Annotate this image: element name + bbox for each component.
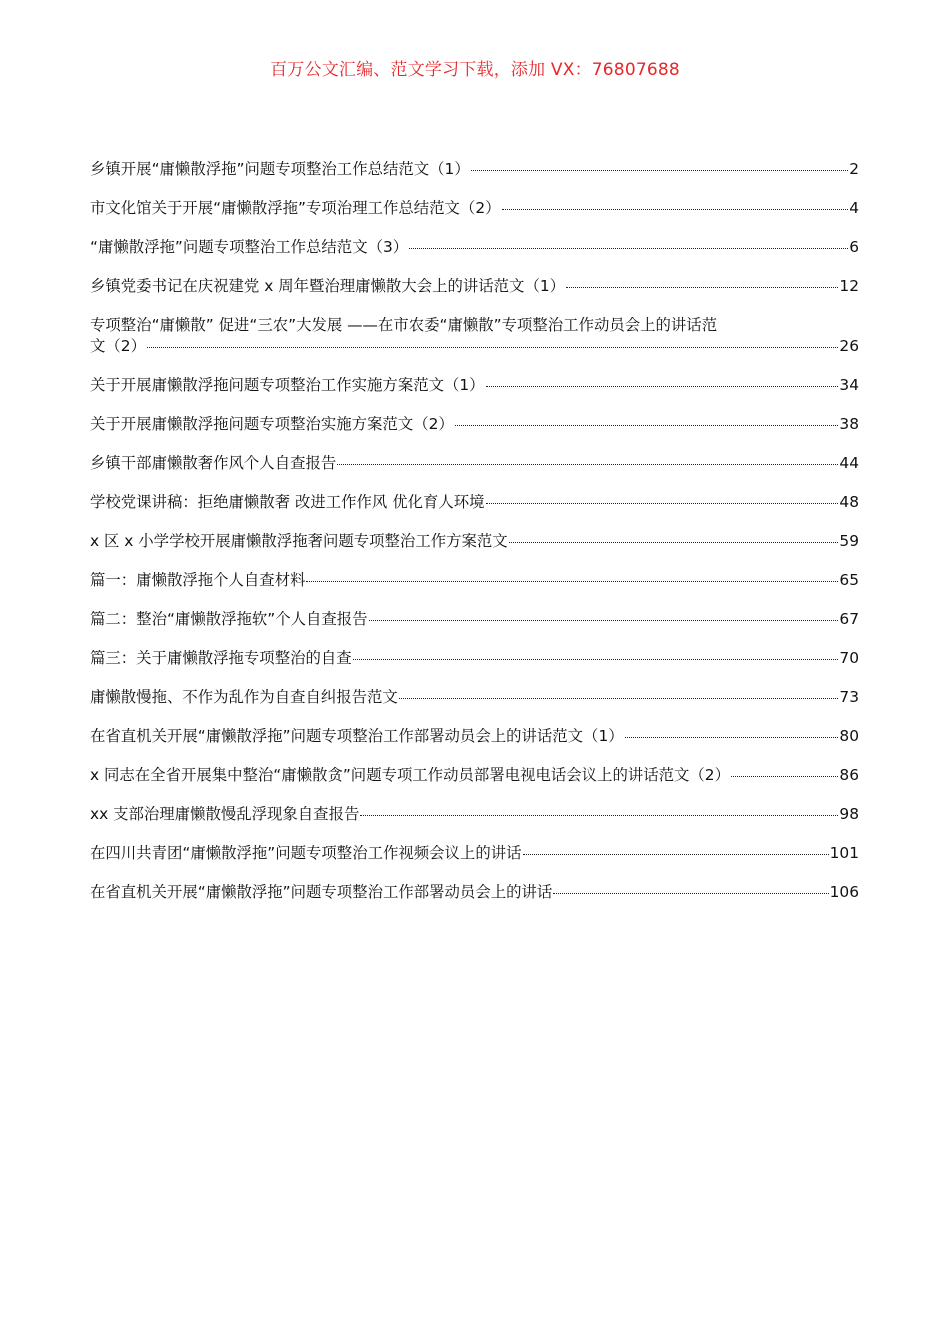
- toc-entry-16[interactable]: [90, 765, 859, 785]
- toc-entry-19[interactable]: [90, 882, 859, 902]
- toc-entry-10[interactable]: [90, 531, 859, 551]
- toc-dot-leader: [566, 287, 838, 288]
- toc-dot-leader: [455, 425, 839, 426]
- toc-dot-leader: [337, 464, 838, 465]
- toc-dot-leader: [502, 209, 849, 210]
- toc-dot-leader: [486, 386, 839, 387]
- toc-dot-leader: [147, 347, 838, 348]
- toc-entry-title: 乡镇开展“庸懒散浮拖”问题专项整治工作总结范文（1）: [90, 160, 470, 178]
- toc-entry-title: 市文化馆关于开展“庸懒散浮拖”专项治理工作总结范文（2）: [90, 199, 501, 217]
- toc-dot-leader: [360, 815, 838, 816]
- toc-entry-title: 篇二：整治“庸懒散浮拖软”个人自查报告: [90, 610, 368, 628]
- toc-entry-page: 34: [839, 376, 859, 394]
- toc-entry-3[interactable]: [90, 237, 859, 257]
- toc-dot-leader: [353, 659, 839, 660]
- toc-entry-title: 学校党课讲稿：拒绝庸懒散奢 改进工作作风 优化育人环境: [90, 493, 485, 511]
- toc-entry-title: xx 支部治理庸懒散慢乱浮现象自查报告: [90, 805, 360, 823]
- toc-entry-4[interactable]: [90, 276, 859, 296]
- toc-entry-18[interactable]: [90, 843, 859, 863]
- toc-entry-page: 59: [839, 532, 859, 550]
- toc-entry-page: 48: [839, 493, 859, 511]
- toc-entry-title: 篇一：庸懒散浮拖个人自查材料: [90, 571, 306, 589]
- toc-entry-page: 80: [839, 727, 859, 745]
- toc-entry-title: 在省直机关开展“庸懒散浮拖”问题专项整治工作部署动员会上的讲话: [90, 883, 553, 901]
- table-of-contents: [90, 159, 859, 921]
- toc-entry-page: 44: [839, 454, 859, 472]
- toc-entry-2[interactable]: [90, 198, 859, 218]
- toc-entry-page: 4: [849, 199, 859, 217]
- toc-entry-11[interactable]: [90, 570, 859, 590]
- toc-entry-title: x 同志在全省开展集中整治“庸懒散贪”问题专项工作动员部署电视电话会议上的讲话范文（2）: [90, 766, 730, 784]
- toc-dot-leader: [523, 854, 829, 855]
- toc-entry-page: 12: [839, 277, 859, 295]
- toc-entry-5[interactable]: [90, 315, 859, 356]
- toc-entry-title: 在省直机关开展“庸懒散浮拖”问题专项整治工作部署动员会上的讲话范文（1）: [90, 727, 624, 745]
- toc-dot-leader: [399, 698, 839, 699]
- toc-entry-page: 26: [839, 337, 859, 355]
- toc-dot-leader: [486, 503, 839, 504]
- toc-dot-leader: [553, 893, 828, 894]
- toc-entry-14[interactable]: [90, 687, 859, 707]
- toc-entry-8[interactable]: [90, 453, 859, 473]
- toc-entry-title: 篇三：关于庸懒散浮拖专项整治的自查: [90, 649, 352, 667]
- toc-entry-6[interactable]: [90, 375, 859, 395]
- toc-entry-7[interactable]: [90, 414, 859, 434]
- toc-entry-title: x 区 x 小学学校开展庸懒散浮拖奢问题专项整治工作方案范文: [90, 532, 508, 550]
- toc-entry-page: 98: [839, 805, 859, 823]
- toc-dot-leader: [731, 776, 838, 777]
- toc-entry-title: 庸懒散慢拖、不作为乱作为自查自纠报告范文: [90, 688, 398, 706]
- toc-entry-page: 2: [849, 160, 859, 178]
- toc-entry-title: 关于开展庸懒散浮拖问题专项整治工作实施方案范文（1）: [90, 376, 485, 394]
- toc-dot-leader: [409, 248, 848, 249]
- toc-entry-page: 106: [829, 883, 859, 901]
- toc-entry-title: “庸懒散浮拖”问题专项整治工作总结范文（3）: [90, 238, 409, 256]
- toc-entry-page: 67: [839, 610, 859, 628]
- toc-entry-title: 关于开展庸懒散浮拖问题专项整治实施方案范文（2）: [90, 415, 454, 433]
- toc-entry-page: 86: [839, 766, 859, 784]
- toc-entry-title: 乡镇党委书记在庆祝建党 x 周年暨治理庸懒散大会上的讲话范文（1）: [90, 277, 566, 295]
- toc-entry-title-line1: 专项整治“庸懒散” 促进“三农”大发展 ——在市农委“庸懒散”专项整治工作动员会上的讲话范: [90, 316, 718, 334]
- toc-entry-9[interactable]: [90, 492, 859, 512]
- toc-dot-leader: [625, 737, 839, 738]
- toc-dot-leader: [471, 170, 848, 171]
- toc-entry-17[interactable]: [90, 804, 859, 824]
- toc-entry-12[interactable]: [90, 609, 859, 629]
- toc-entry-1[interactable]: [90, 159, 859, 179]
- toc-entry-title: 在四川共青团“庸懒散浮拖”问题专项整治工作视频会议上的讲话: [90, 844, 522, 862]
- toc-entry-page: 38: [839, 415, 859, 433]
- toc-entry-13[interactable]: [90, 648, 859, 668]
- toc-entry-page: 65: [839, 571, 859, 589]
- page-header-banner: 百万公文汇编、范文学习下载，添加 VX：76807688: [270, 60, 680, 80]
- toc-entry-page: 73: [839, 688, 859, 706]
- toc-entry-page: 70: [839, 649, 859, 667]
- toc-entry-page: 101: [829, 844, 859, 862]
- toc-dot-leader: [306, 581, 838, 582]
- toc-dot-leader: [369, 620, 839, 621]
- toc-entry-title-line2: 文（2）: [90, 337, 146, 355]
- toc-dot-leader: [509, 542, 839, 543]
- toc-entry-15[interactable]: [90, 726, 859, 746]
- toc-entry-page: 6: [849, 238, 859, 256]
- toc-entry-title: 乡镇干部庸懒散奢作风个人自查报告: [90, 454, 337, 472]
